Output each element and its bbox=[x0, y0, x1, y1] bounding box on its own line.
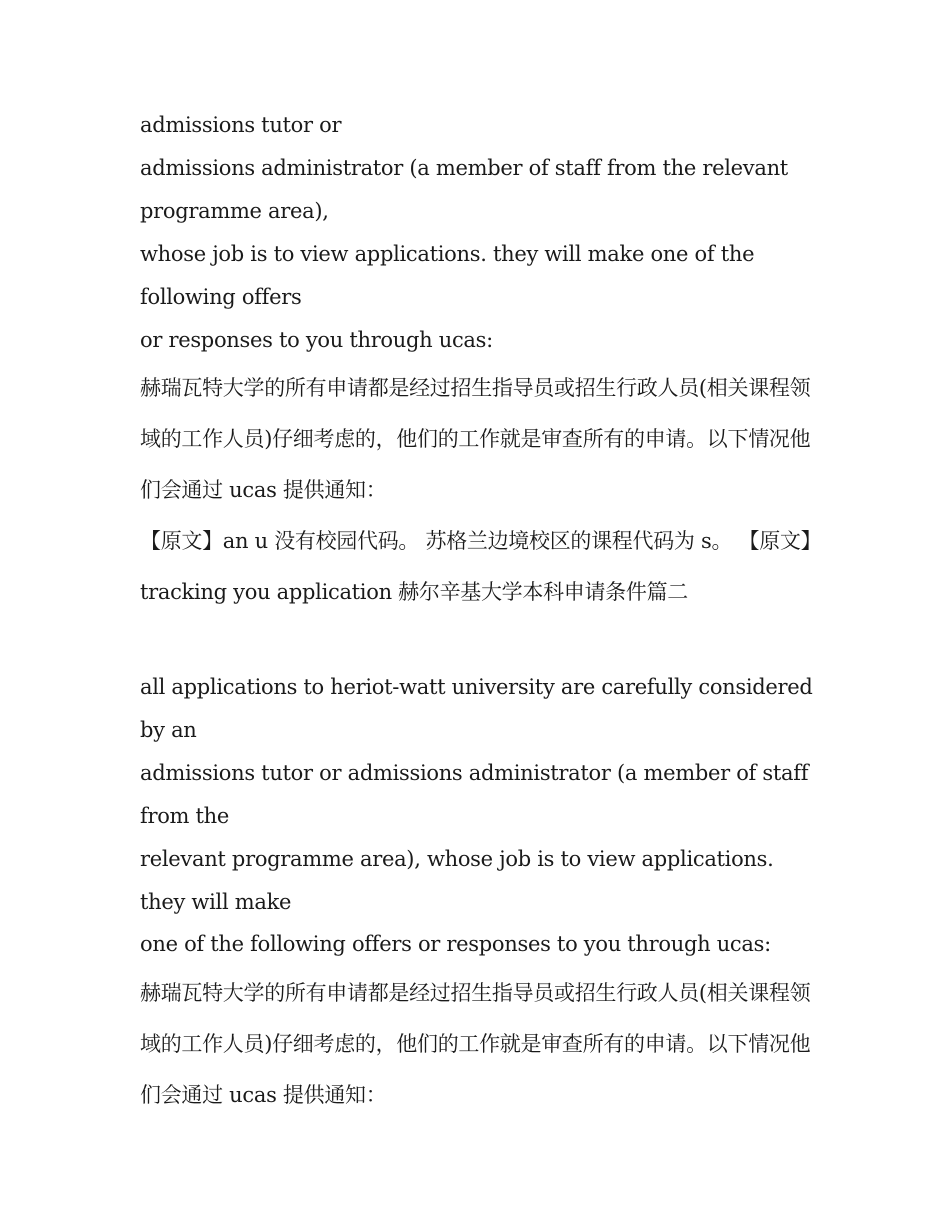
paragraph-original-text-note: 【原文】an u 没有校园代码。 苏格兰边境校区的课程代码为 s。 【原文】tracking you application 赫尔辛基大学本科申请条件篇二 bbox=[140, 529, 811, 604]
paragraph-relevant-programme: relevant programme area), whose job is to view applications. they will make bbox=[140, 847, 774, 914]
paragraph-admissions-tutor-2: admissions tutor or admissions administrator (a member of staff from the bbox=[140, 761, 809, 828]
paragraph-all-applications: all applications to heriot-watt university are carefully considered by an bbox=[140, 675, 813, 742]
paragraph-admissions-administrator: admissions administrator (a member of staff from the relevant programme area), bbox=[140, 156, 788, 223]
paragraph-chinese-translation-2: 赫瑞瓦特大学的所有申请都是经过招生指导员或招生行政人员(相关课程领域的工作人员)仔细考虑的，他们的工作就是审查所有的申请。以下情况他们会通过 ucas 提供通知： bbox=[140, 981, 811, 1107]
paragraph-following-offers: one of the following offers or responses to you through ucas: bbox=[140, 932, 771, 956]
paragraph-view-applications: whose job is to view applications. they will make one of the following offers bbox=[140, 242, 755, 309]
paragraph-responses-ucas: or responses to you through ucas: bbox=[140, 328, 493, 352]
paragraph-chinese-translation-1: 赫瑞瓦特大学的所有申请都是经过招生指导员或招生行政人员(相关课程领域的工作人员)仔细考虑的，他们的工作就是审查所有的申请。以下情况他们会通过 ucas 提供通知： bbox=[140, 376, 811, 502]
paragraph-admissions-tutor: admissions tutor or bbox=[140, 113, 342, 137]
